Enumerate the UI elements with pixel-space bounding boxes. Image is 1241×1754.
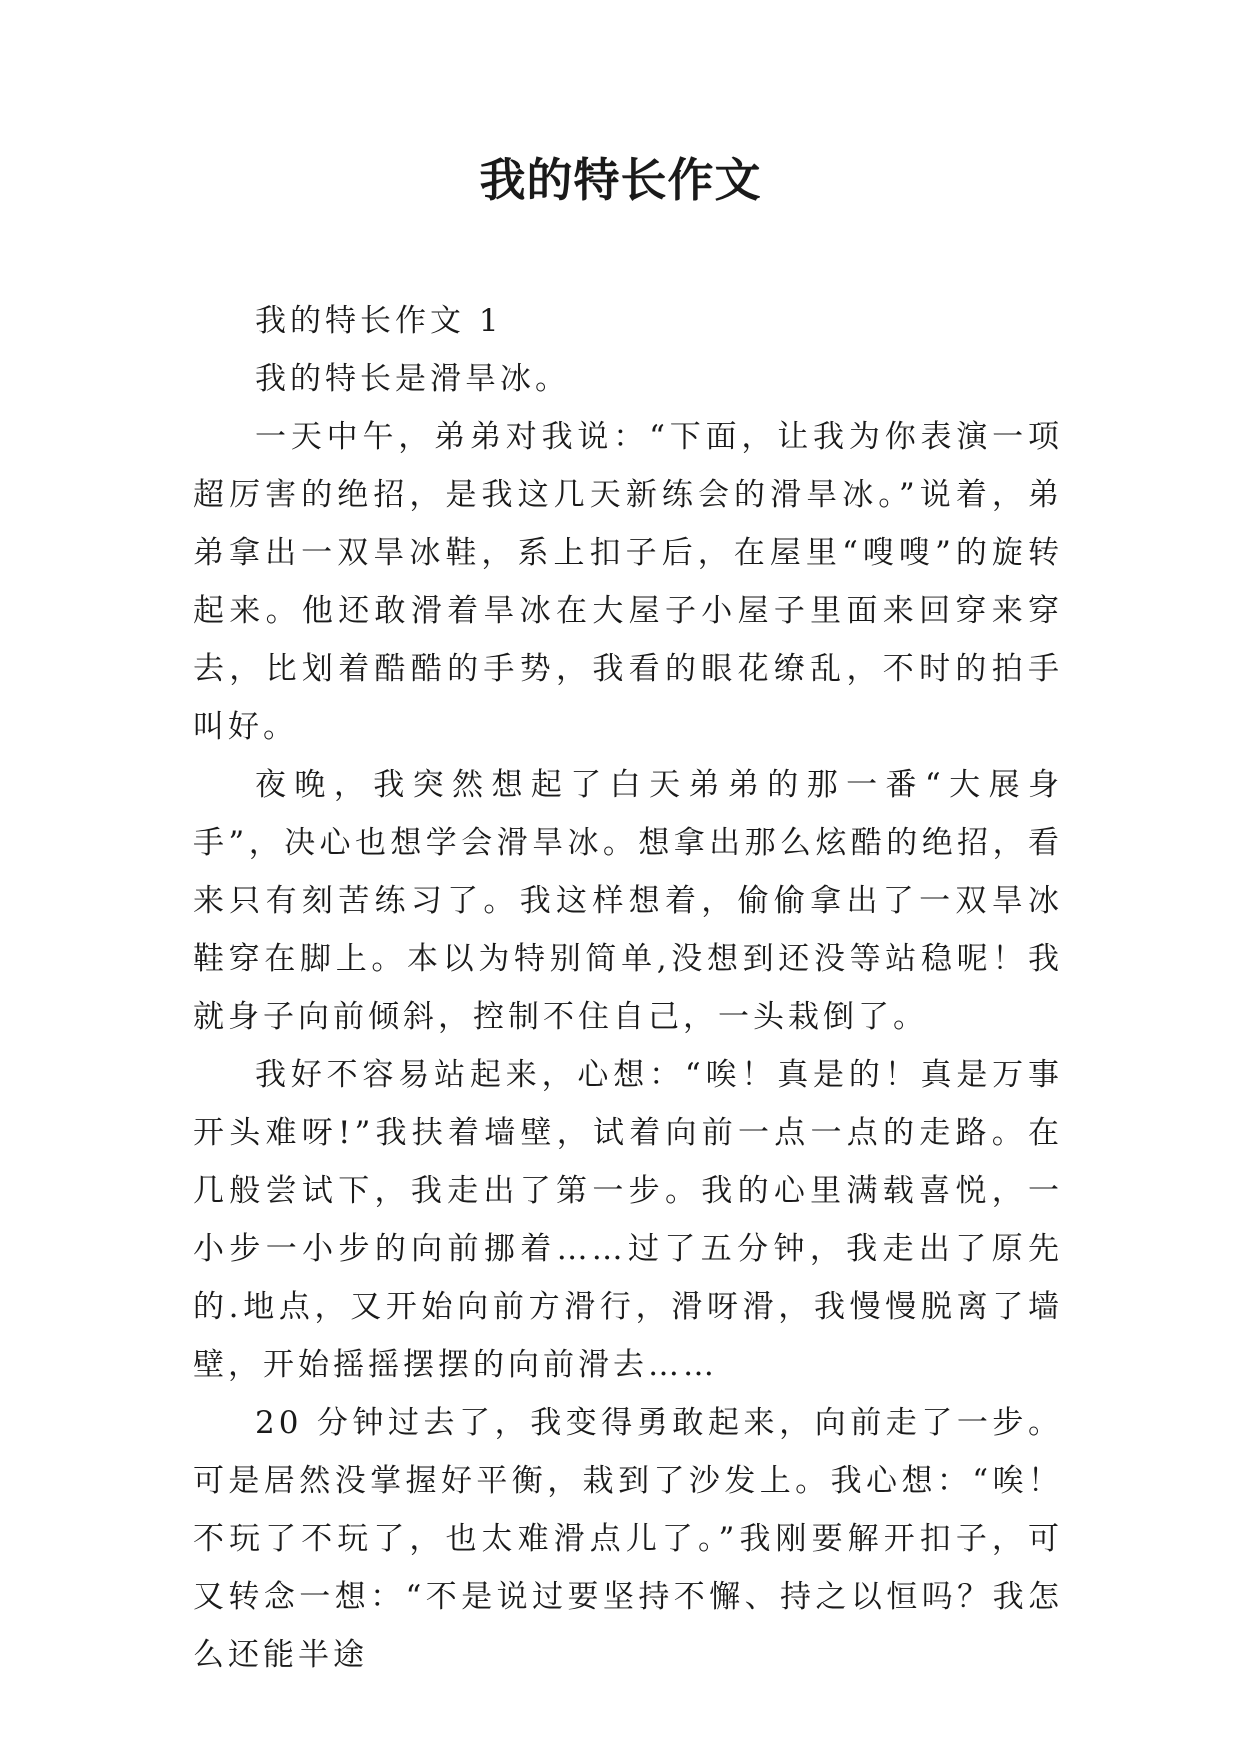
paragraph-4: 我好不容易站起来，心想：“唉！真是的！真是万事开头难呀!”我扶着墙壁，试着向前一点一点的走路。在几般尝试下，我走出了第一步。我的心里满载喜悦，一小步一小步的向前挪着……过了五分钟，我走出了原先的.地点，又开始向前方滑行，滑呀滑，我慢慢脱离了墙壁，开始摇摇摆摆的向前滑去…… xyxy=(193,1057,1063,1383)
paragraph-1: 我的特长是滑旱冰。 xyxy=(255,361,570,397)
document-title: 我的特长作文 xyxy=(479,153,762,207)
paragraph-2: 一天中午，弟弟对我说：“下面，让我为你表演一项超厉害的绝招，是我这几天新练会的滑旱冰。”说着，弟弟拿出一双旱冰鞋，系上扣子后，在屋里“嗖嗖”的旋转起来。他还敢滑着旱冰在大屋子小屋子里面来回穿来穿去，比划着酷酷的手势，我看的眼花缭乱，不时的拍手叫好。 xyxy=(193,419,1063,745)
paragraph-3: 夜晚，我突然想起了白天弟弟的那一番“大展身手”，决心也想学会滑旱冰。想拿出那么炫酷的绝招，看来只有刻苦练习了。我这样想着，偷偷拿出了一双旱冰鞋穿在脚上。本以为特别简单,没想到还没等站稳呢！我就身子向前倾斜，控制不住自己，一头栽倒了。 xyxy=(193,767,1063,1035)
essay-heading: 我的特长作文 1 xyxy=(255,303,503,339)
paragraph-5: 20 分钟过去了，我变得勇敢起来，向前走了一步。可是居然没掌握好平衡，栽到了沙发上。我心想：“唉！不玩了不玩了，也太难滑点儿了。”我刚要解开扣子，可又转念一想：“不是说过要坚持不懈、持之以恒吗？我怎么还能半途 xyxy=(193,1405,1063,1673)
document-body xyxy=(193,292,1063,1684)
